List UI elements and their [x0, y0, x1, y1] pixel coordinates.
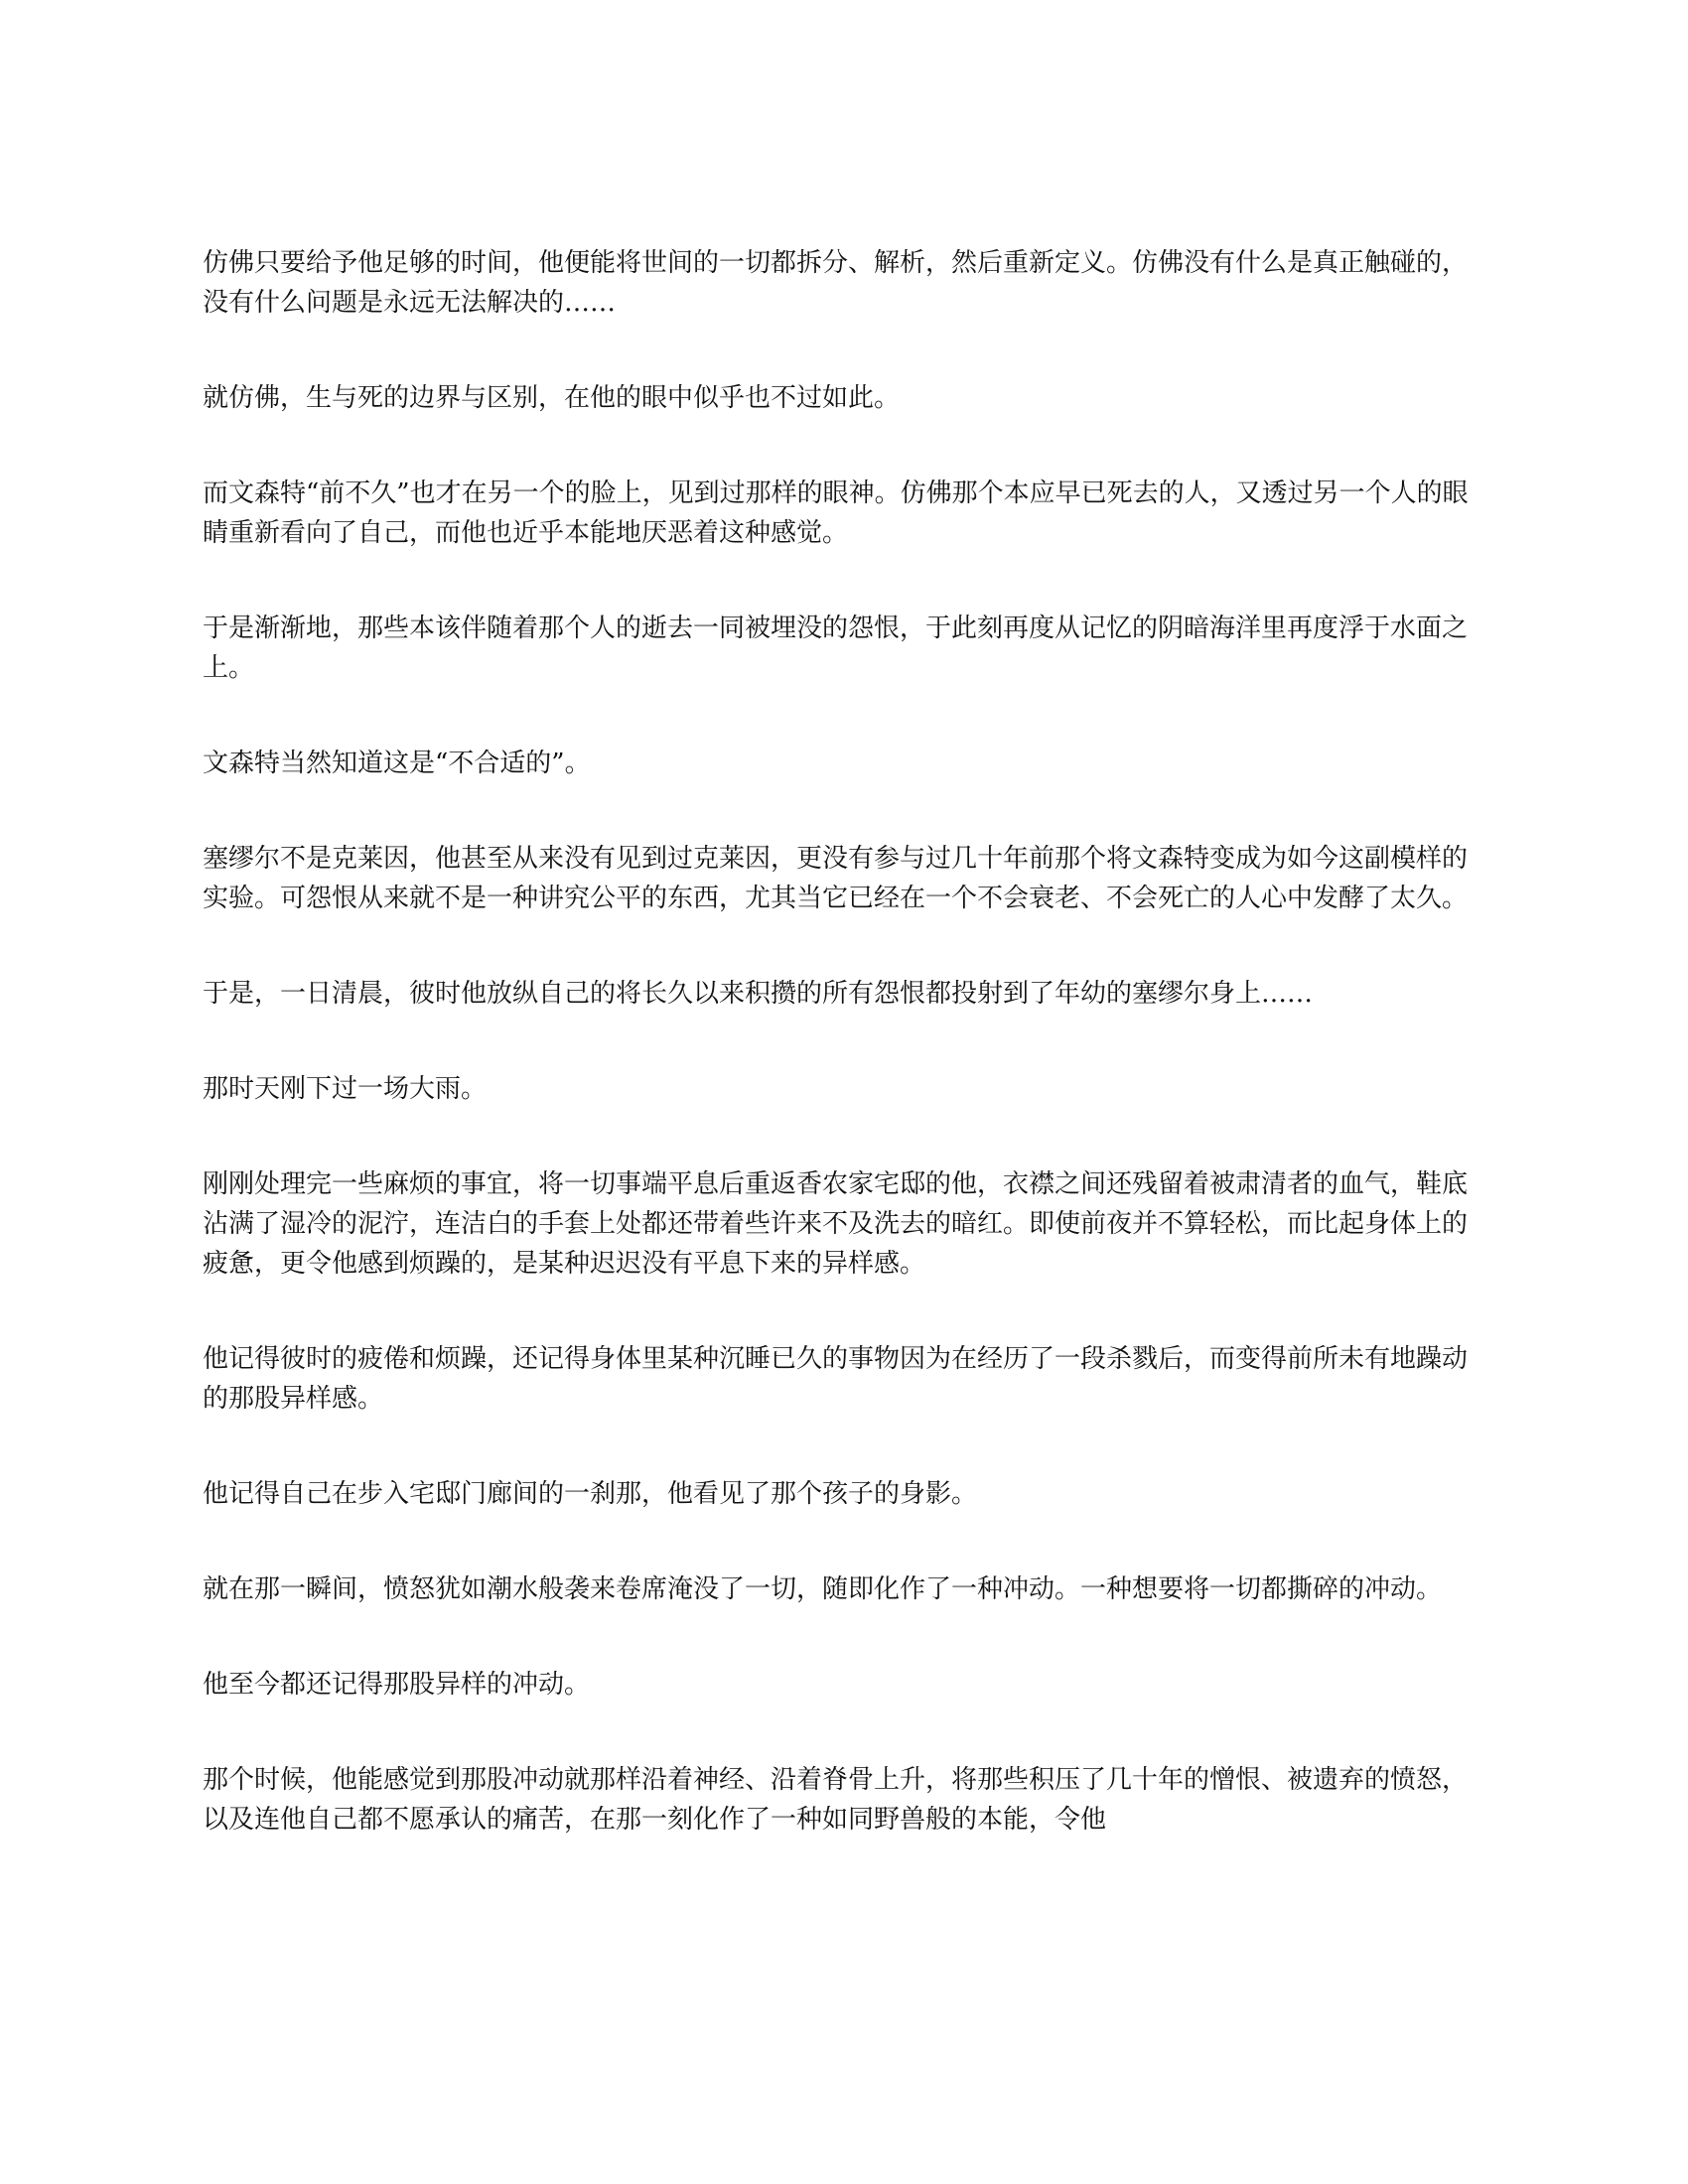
- paragraph: 他记得彼时的疲倦和烦躁，还记得身体里某种沉睡已久的事物因为在经历了一段杀戮后，而变得前所未有地躁动的那股异样感。: [203, 1344, 1469, 1414]
- paragraph: 而文森特“前不久”也才在另一个的脸上，见到过那样的眼神。仿佛那个本应早已死去的人，又透过另一个人的眼睛重新看向了自己，而他也近乎本能地厌恶着这种感觉。: [203, 478, 1469, 548]
- paragraph: 刚刚处理完一些麻烦的事宜，将一切事端平息后重返香农家宅邸的他，衣襟之间还残留着被肃清者的血气，鞋底沾满了湿冷的泥泞，连洁白的手套上处都还带着些许来不及洗去的暗红。即使前夜并不算轻松，而比起身体上的疲惫，更令他感到烦躁的，是某种迟迟没有平息下来的异样感。: [203, 1169, 1469, 1279]
- paragraph: 那时天刚下过一场大雨。: [203, 1074, 488, 1104]
- paragraph: 那个时候，他能感觉到那股冲动就那样沿着神经、沿着脊骨上升，将那些积压了几十年的憎恨、被遗弃的愤怒，以及连他自己都不愿承认的痛苦，在那一刻化作了一种如同野兽般的本能，令他: [203, 1765, 1469, 1835]
- paragraph: 文森特当然知道这是“不合适的”。: [203, 749, 591, 778]
- paragraph: 于是渐渐地，那些本该伴随着那个人的逝去一同被埋没的怨恨，于此刻再度从记忆的阴暗海洋里再度浮于水面之上。: [203, 614, 1469, 683]
- paragraph: 仿佛只要给予他足够的时间，他便能将世间的一切都拆分、解析，然后重新定义。仿佛没有什么是真正触碰的，没有什么问题是永远无法解决的……: [203, 248, 1469, 318]
- paragraph: 就在那一瞬间，愤怒犹如潮水般袭来卷席淹没了一切，随即化作了一种冲动。一种想要将一切都撕碎的冲动。: [203, 1574, 1443, 1604]
- paragraph: 他记得自己在步入宅邸门廊间的一刹那，他看见了那个孩子的身影。: [203, 1479, 978, 1509]
- paragraph: 于是，一日清晨，彼时他放纵自己的将长久以来积攒的所有怨恨都投射到了年幼的塞缪尔身上……: [203, 979, 1314, 1009]
- paragraph: 塞缪尔不是克莱因，他甚至从来没有见到过克莱因，更没有参与过几十年前那个将文森特变成为如今这副模样的实验。可怨恨从来就不是一种讲究公平的东西，尤其当它已经在一个不会衰老、不会死亡的人心中发酵了太久。: [203, 844, 1469, 913]
- paragraph: 他至今都还记得那股异样的冲动。: [203, 1670, 591, 1700]
- paragraph: 就仿佛，生与死的边界与区别，在他的眼中似乎也不过如此。: [203, 383, 901, 413]
- document-body: [203, 243, 1489, 1895]
